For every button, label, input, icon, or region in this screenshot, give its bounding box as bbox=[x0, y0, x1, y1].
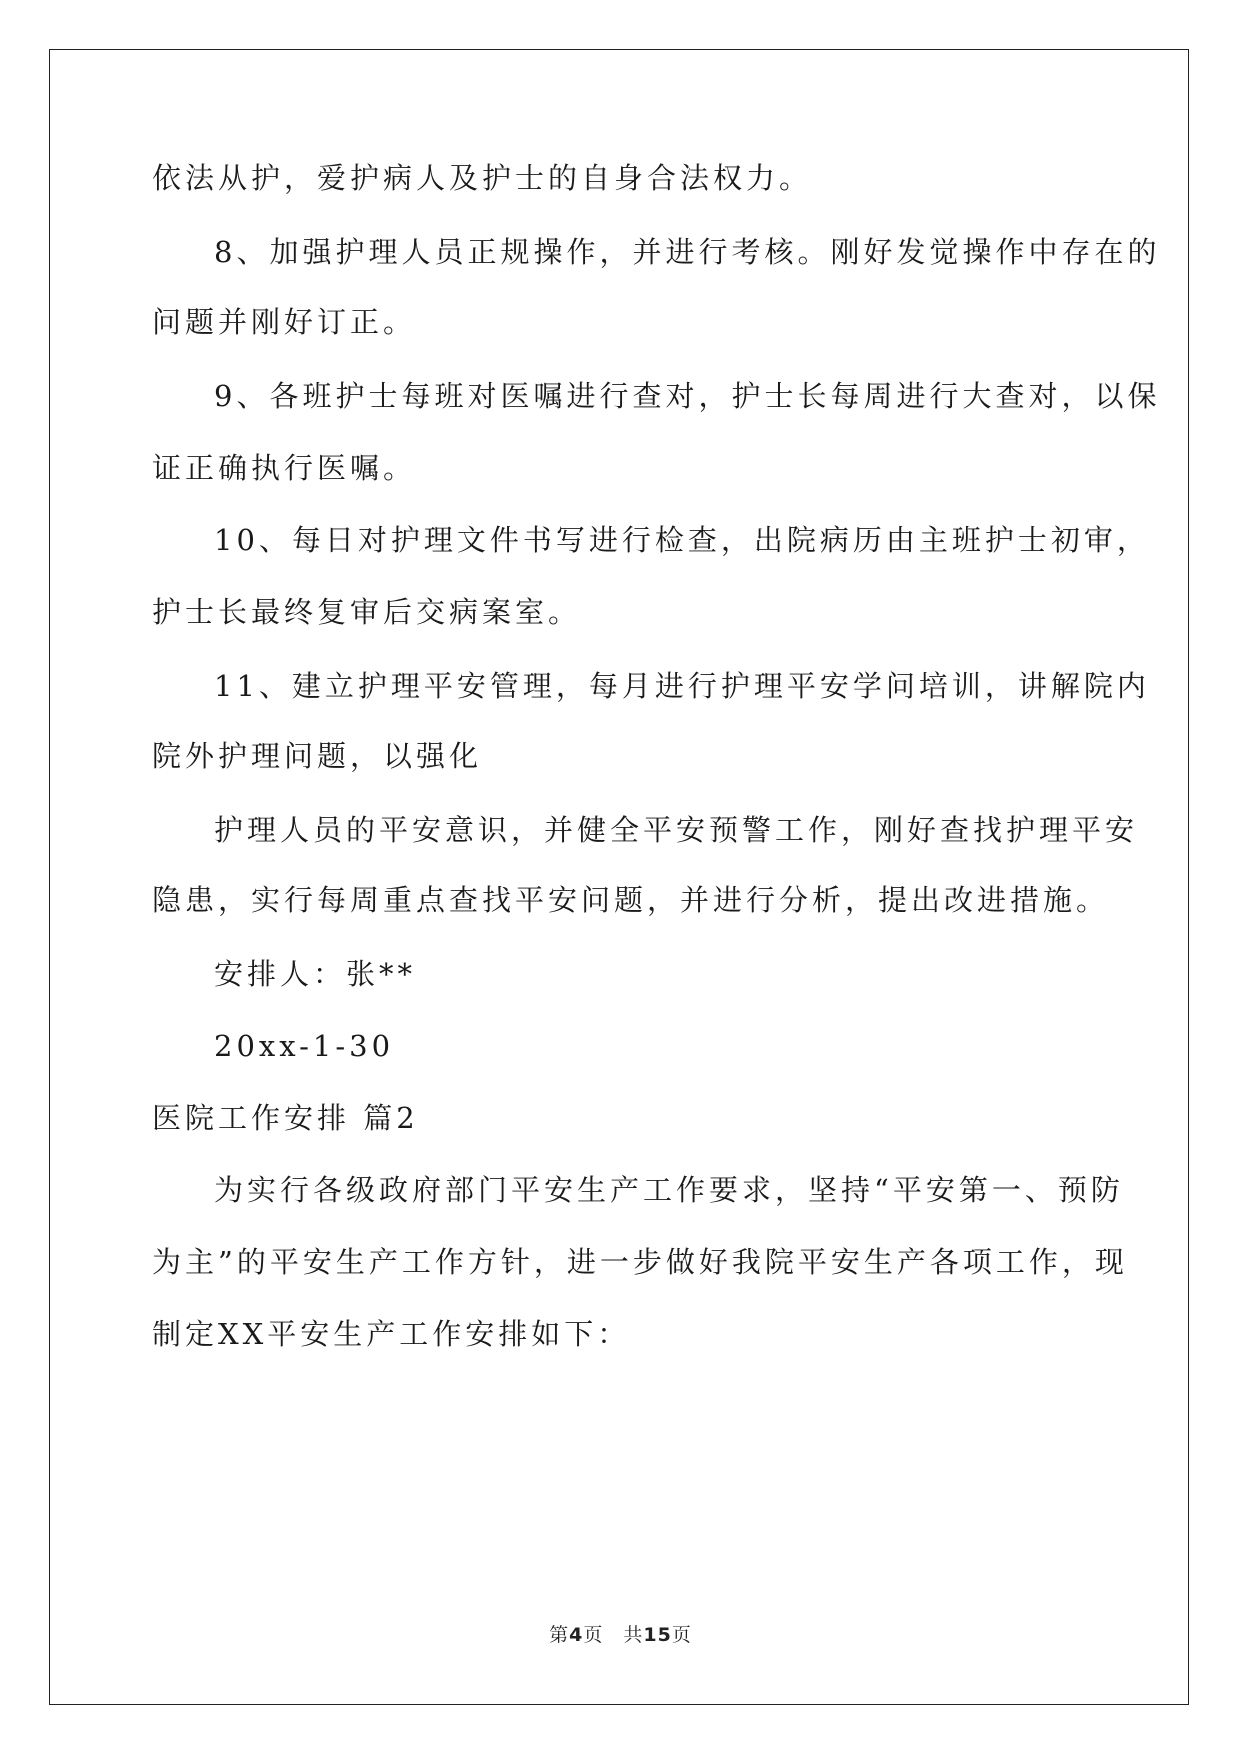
text-line: 9、各班护士每班对医嘱进行查对，护士长每周进行大查对，以保 bbox=[214, 379, 1161, 413]
page-prefix: 第 bbox=[549, 1624, 570, 1646]
text-line: 护士长最终复审后交病案室。 bbox=[152, 595, 582, 629]
page-border bbox=[49, 49, 1189, 1705]
page-footer bbox=[0, 1620, 1241, 1647]
text-line: 为实行各级政府部门平安生产工作要求，坚持“平安第一、预防 bbox=[214, 1173, 1124, 1207]
signer-line: 安排人：张** bbox=[214, 957, 417, 991]
text-line: 依法从护，爱护病人及护士的自身合法权力。 bbox=[152, 161, 813, 195]
text-line: 制定XX平安生产工作安排如下： bbox=[152, 1317, 631, 1351]
page-mid: 页 共 bbox=[583, 1624, 644, 1646]
text-line: 8、加强护理人员正规操作，并进行考核。刚好发觉操作中存在的 bbox=[214, 235, 1161, 269]
total-pages-number: 15 bbox=[643, 1624, 672, 1646]
text-line: 隐患，实行每周重点查找平安问题，并进行分析，提出改进措施。 bbox=[152, 883, 1110, 917]
date-line: 20xx-1-30 bbox=[214, 1029, 395, 1063]
current-page-number: 4 bbox=[569, 1624, 584, 1646]
text-line: 证正确执行医嘱。 bbox=[152, 451, 417, 485]
text-line: 10、每日对护理文件书写进行检查，出院病历由主班护士初审， bbox=[214, 523, 1150, 557]
section-heading: 医院工作安排 篇2 bbox=[152, 1101, 419, 1135]
text-line: 护理人员的平安意识，并健全平安预警工作，刚好查找护理平安 bbox=[214, 813, 1139, 847]
page-suffix: 页 bbox=[671, 1624, 692, 1646]
text-line: 问题并刚好订正。 bbox=[152, 305, 417, 339]
text-line: 院外护理问题，以强化 bbox=[152, 739, 483, 773]
text-line: 11、建立护理平安管理，每月进行护理平安学问培训，讲解院内 bbox=[214, 669, 1150, 703]
text-line: 为主”的平安生产工作方针，进一步做好我院平安生产各项工作，现 bbox=[152, 1245, 1128, 1279]
